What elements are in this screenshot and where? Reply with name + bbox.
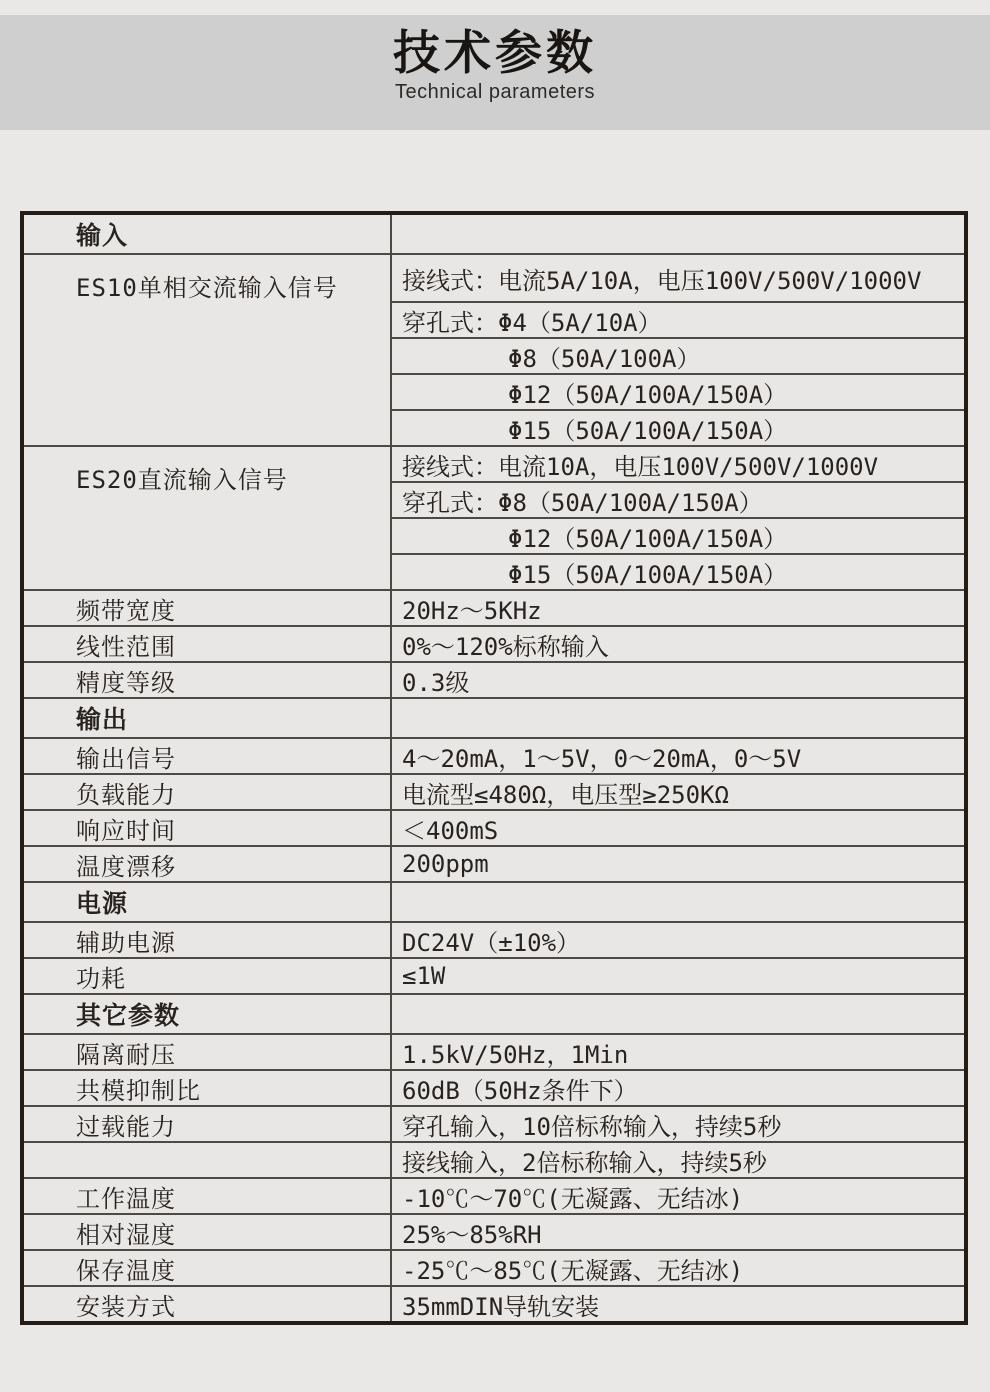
- param-label: ES10单相交流输入信号: [24, 255, 392, 445]
- param-label: 输出信号: [24, 739, 392, 773]
- table-row: [24, 625, 964, 661]
- param-value: 4～20mA，1～5V，0～20mA，0～5V: [402, 744, 802, 773]
- section-header-empty-cell: [392, 995, 964, 1033]
- table-row: [24, 737, 964, 773]
- param-value: 20Hz～5KHz: [402, 596, 542, 625]
- param-value: Φ12（50A/100A/150A）: [392, 373, 964, 409]
- page-subtitle: Technical parameters: [394, 81, 596, 104]
- section-header-label: 电源: [24, 883, 392, 921]
- param-value: -10℃～70℃(无凝露、无结冰): [402, 1184, 744, 1213]
- param-value: Φ15（50A/100A/150A）: [392, 553, 964, 589]
- param-label: 工作温度: [24, 1179, 392, 1213]
- param-value-stack: [392, 255, 964, 445]
- table-row: [24, 589, 964, 625]
- param-label: 共模抑制比: [24, 1071, 392, 1105]
- param-value: ≤1W: [402, 962, 446, 990]
- section-header-row-output: [24, 697, 964, 737]
- param-value: 穿孔式：Φ8（50A/100A/150A）: [392, 481, 964, 517]
- param-label: [24, 1143, 392, 1177]
- spec-table: [20, 211, 968, 1325]
- param-label: 温度漂移: [24, 847, 392, 881]
- page-title: 技术参数: [393, 26, 597, 81]
- table-row: [24, 845, 964, 881]
- param-value: Φ8（50A/100A）: [392, 337, 964, 373]
- param-label: 过载能力: [24, 1107, 392, 1141]
- param-value: 0%～120%标称输入: [402, 632, 609, 661]
- param-label: 线性范围: [24, 627, 392, 661]
- section-header-empty-cell: [392, 699, 964, 737]
- param-value: 穿孔式：Φ4（5A/10A）: [392, 301, 964, 337]
- table-row: [24, 1069, 964, 1105]
- table-row-es10: [24, 253, 964, 445]
- table-row: [24, 773, 964, 809]
- param-label: 负载能力: [24, 775, 392, 809]
- param-value-stack: [392, 447, 964, 589]
- title-band: [0, 15, 990, 130]
- param-label: 安装方式: [24, 1287, 392, 1321]
- param-label: 响应时间: [24, 811, 392, 845]
- param-value: Φ12（50A/100A/150A）: [392, 517, 964, 553]
- table-row: [24, 1033, 964, 1069]
- section-header-row-input: [24, 215, 964, 253]
- table-row: [24, 1213, 964, 1249]
- param-value: Φ15（50A/100A/150A）: [392, 409, 964, 445]
- section-header-empty-cell: [392, 215, 964, 253]
- param-label: 频带宽度: [24, 591, 392, 625]
- param-value: 接线式：电流5A/10A，电压100V/500V/1000V: [402, 266, 922, 295]
- table-row: [24, 921, 964, 957]
- section-header-label: 输出: [24, 699, 392, 737]
- param-value: 接线输入，2倍标称输入，持续5秒: [402, 1148, 767, 1177]
- param-value: 60dB（50Hz条件下）: [402, 1076, 638, 1105]
- section-header-label: 输入: [24, 215, 392, 253]
- table-row-es20: [24, 445, 964, 589]
- param-label: 相对湿度: [24, 1215, 392, 1249]
- param-value: DC24V（±10%）: [402, 928, 581, 957]
- table-row: [24, 809, 964, 845]
- param-value: 35mmDIN导轨安装: [402, 1292, 600, 1321]
- table-row: [24, 1177, 964, 1213]
- param-value: 1.5kV/50Hz，1Min: [402, 1040, 629, 1069]
- param-label: ES20直流输入信号: [24, 447, 392, 589]
- param-label: 辅助电源: [24, 923, 392, 957]
- table-row: [24, 661, 964, 697]
- param-label: 隔离耐压: [24, 1035, 392, 1069]
- param-value: 200ppm: [402, 850, 489, 878]
- param-value: ＜400mS: [402, 816, 499, 845]
- param-value: 电流型≤480Ω，电压型≥250KΩ: [402, 780, 729, 809]
- section-header-row-power: [24, 881, 964, 921]
- param-value: 0.3级: [402, 668, 470, 697]
- param-value: 穿孔输入，10倍标称输入，持续5秒: [402, 1112, 782, 1141]
- param-label: 保存温度: [24, 1251, 392, 1285]
- param-value: -25℃～85℃(无凝露、无结冰): [402, 1256, 744, 1285]
- section-header-empty-cell: [392, 883, 964, 921]
- param-label: 功耗: [24, 959, 392, 993]
- table-row: [24, 1285, 964, 1321]
- section-header-label: 其它参数: [24, 995, 392, 1033]
- param-value: 25%～85%RH: [402, 1220, 542, 1249]
- table-row: [24, 1141, 964, 1177]
- table-row: [24, 957, 964, 993]
- section-header-row-other: [24, 993, 964, 1033]
- table-row: [24, 1105, 964, 1141]
- table-row: [24, 1249, 964, 1285]
- param-label: 精度等级: [24, 663, 392, 697]
- param-value: 接线式：电流10A，电压100V/500V/1000V: [402, 452, 879, 481]
